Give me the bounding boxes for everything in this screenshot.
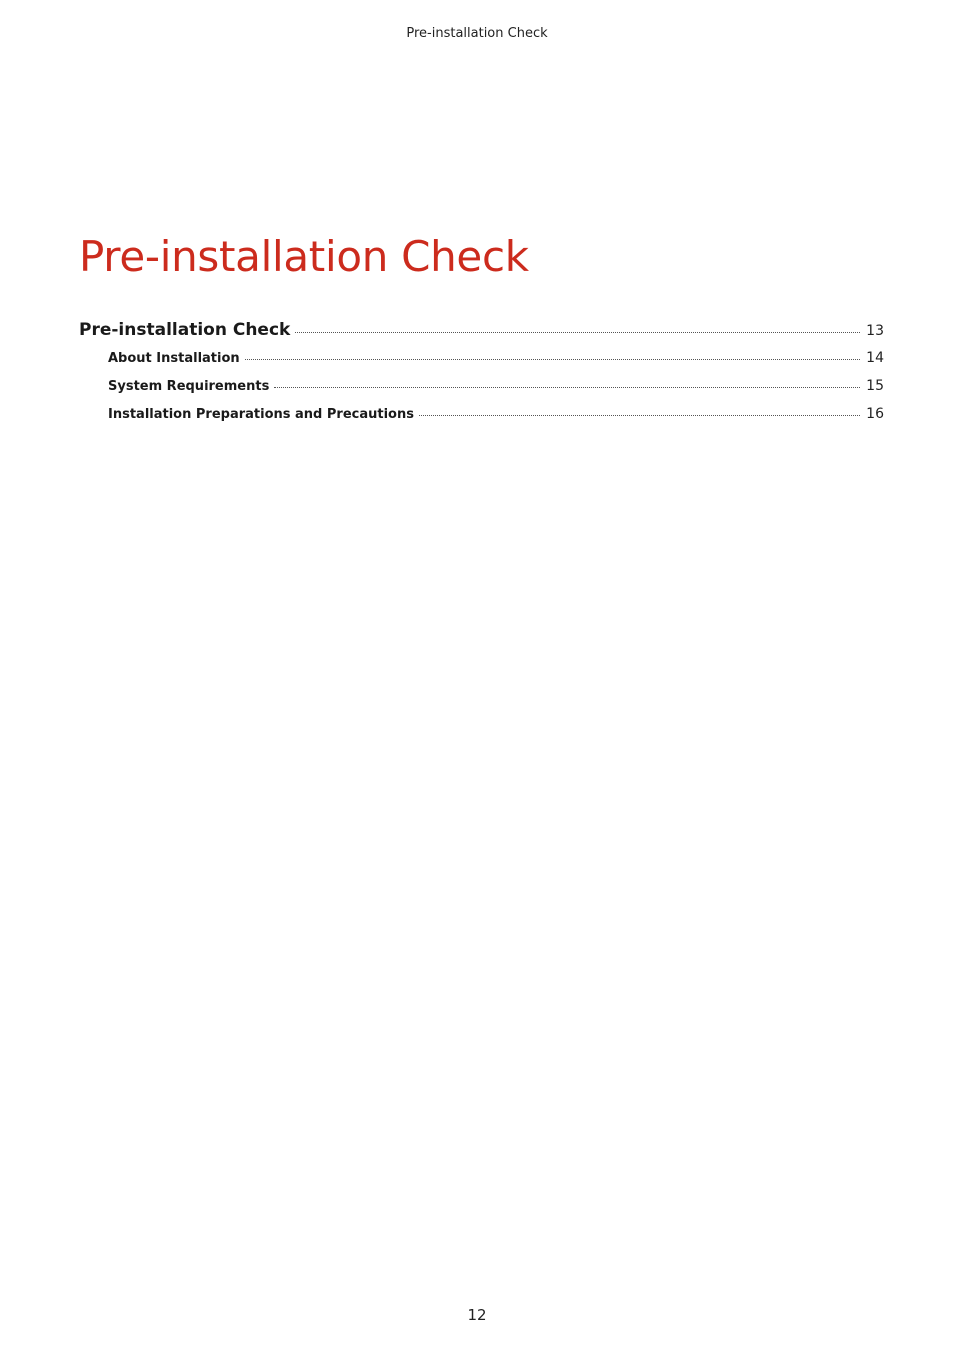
toc-entry-page: 15 xyxy=(866,378,884,394)
toc-entry-system-requirements[interactable] xyxy=(79,378,884,406)
chapter-title: Pre-installation Check xyxy=(79,232,529,281)
toc-leader-dots xyxy=(419,415,860,416)
toc-entry-page: 16 xyxy=(866,406,884,422)
toc-entry-page: 14 xyxy=(866,350,884,366)
toc-entry-label: About Installation xyxy=(108,351,240,366)
running-header: Pre-installation Check xyxy=(406,26,548,41)
toc-entry-installation-preparations[interactable] xyxy=(79,406,884,434)
toc-entry-label: Installation Preparations and Precautions xyxy=(108,407,414,422)
toc-leader-dots xyxy=(295,332,860,333)
toc-leader-dots xyxy=(245,359,861,360)
toc-entry-label: System Requirements xyxy=(108,379,270,394)
page-number: 12 xyxy=(467,1306,487,1324)
toc-leader-dots xyxy=(274,387,860,388)
toc-entry-page: 13 xyxy=(866,323,884,339)
toc-entry-pre-installation-check[interactable] xyxy=(79,320,884,350)
toc-entry-label: Pre-installation Check xyxy=(79,320,291,340)
toc-entry-about-installation[interactable] xyxy=(79,350,884,378)
table-of-contents xyxy=(79,320,884,434)
